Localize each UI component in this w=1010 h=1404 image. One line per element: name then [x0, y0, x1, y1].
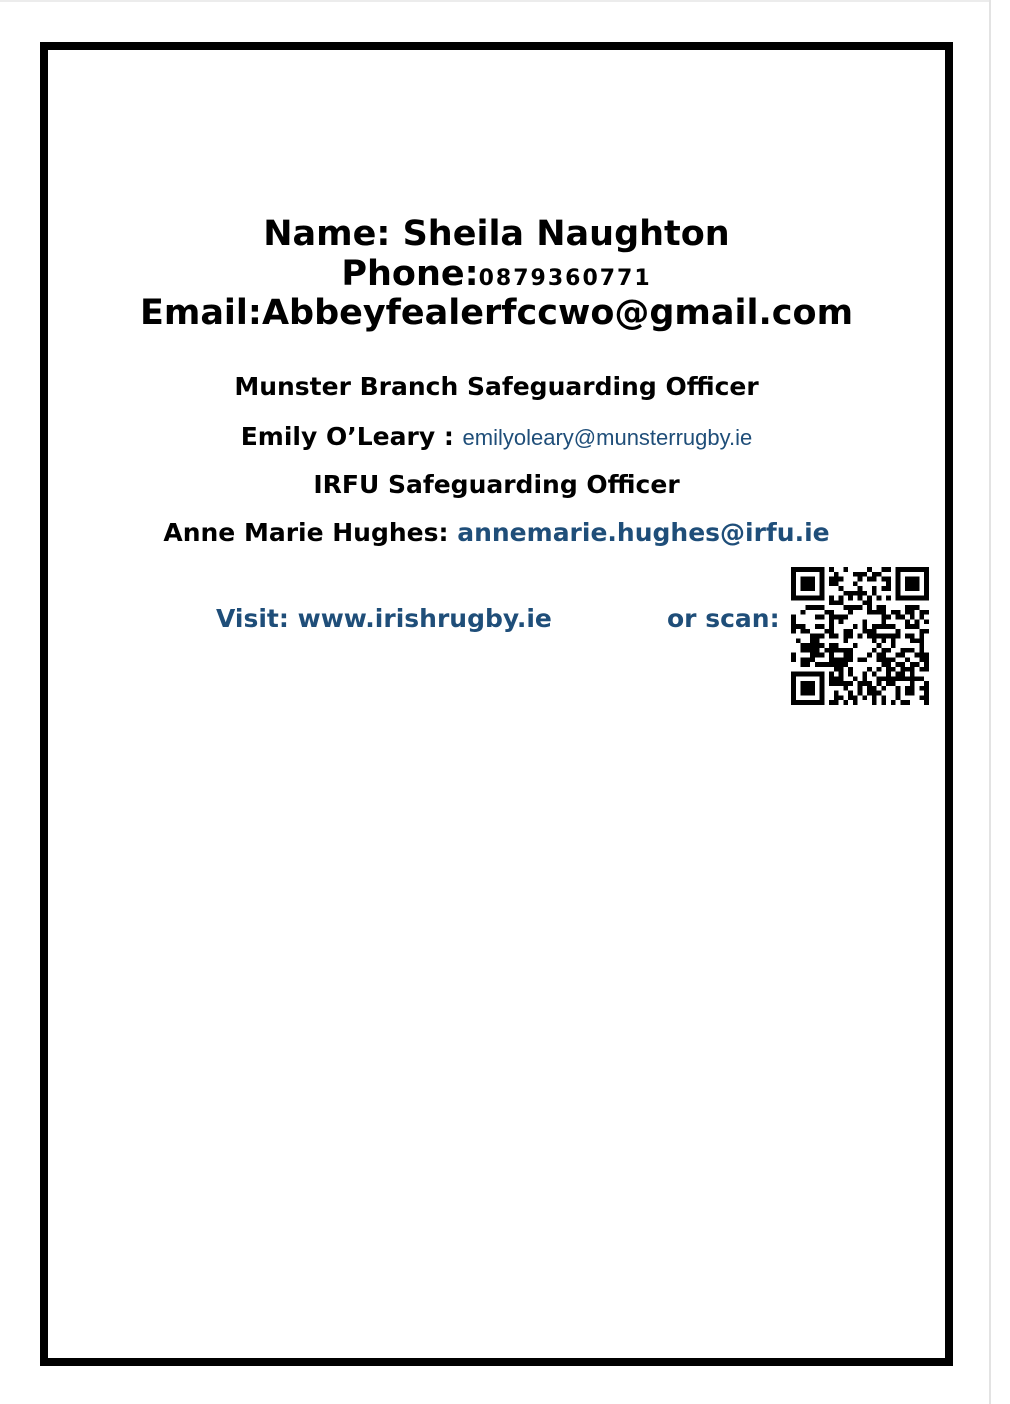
phone-value: 0879360771 — [478, 266, 652, 291]
contact-name-line — [48, 214, 945, 254]
scan-label: or scan: — [667, 604, 780, 633]
irfu-separator: : — [438, 518, 458, 547]
name-value: Sheila Naughton — [402, 214, 730, 254]
munster-separator: : — [435, 422, 463, 451]
irfu-officer-line — [48, 517, 945, 549]
page-right-edge — [989, 0, 991, 1404]
contact-email-line — [48, 293, 945, 333]
email-label: Email: — [139, 293, 262, 333]
irfu-heading: IRFU Safeguarding Officer — [313, 470, 680, 499]
qr-code-icon[interactable] — [790, 567, 930, 705]
munster-heading: Munster Branch Safeguarding Officer — [234, 372, 759, 401]
munster-officer-email[interactable]: emilyoleary@munsterrugby.ie — [462, 425, 753, 450]
name-label: Name: — [263, 214, 391, 254]
phone-label: Phone: — [341, 254, 479, 294]
page-top-edge — [0, 0, 991, 2]
email-value: Abbeyfealerfccwo@gmail.com — [261, 293, 854, 333]
visit-label: Visit: — [216, 604, 289, 633]
munster-officer-line — [48, 421, 945, 454]
visit-url[interactable]: www.irishrugby.ie — [297, 604, 552, 633]
irfu-officer-email[interactable]: annemarie.hughes@irfu.ie — [457, 518, 830, 547]
visit-line — [216, 603, 552, 635]
irfu-officer-name: Anne Marie Hughes — [163, 518, 439, 547]
munster-officer-name: Emily O’Leary — [240, 422, 436, 451]
